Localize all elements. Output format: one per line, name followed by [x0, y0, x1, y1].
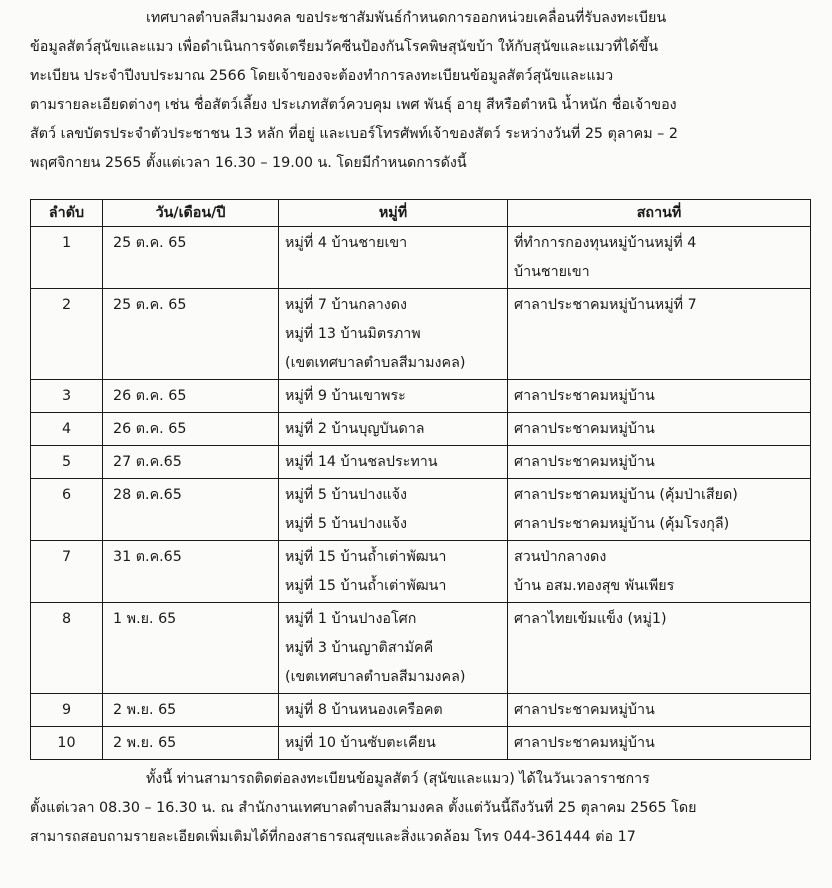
row-date-cell: 26 ต.ค. 65	[103, 413, 279, 446]
intro-line: สัตว์ เลขบัตรประจำตัวประชาชน 13 หลัก ที่อยู่ และเบอร์โทรศัพท์เจ้าของสัตว์ ระหว่างวันที่ 25 ตุลาคม – 2	[30, 126, 678, 142]
row-date-cell: 31 ต.ค.65	[103, 541, 279, 603]
row-place-cell	[508, 479, 811, 541]
place-line: ศาลาประชาคมหมู่บ้าน	[514, 735, 655, 751]
schedule-table	[30, 199, 811, 760]
place-line: ศาลาประชาคมหมู่บ้าน	[514, 388, 655, 404]
place-line: ศาลาประชาคมหมู่บ้าน (คุ้มโรงกุลี)	[514, 516, 730, 532]
row-place-cell	[508, 289, 811, 380]
row-village-cell	[279, 413, 508, 446]
table-row	[31, 603, 811, 694]
row-order-cell: 2	[31, 289, 103, 380]
row-place-cell	[508, 413, 811, 446]
table-body	[31, 227, 811, 760]
village-line: หมู่ที่ 13 บ้านมิตรภาพ	[285, 326, 421, 342]
place-line: สวนป่ากลางดง	[514, 549, 607, 565]
table-row	[31, 446, 811, 479]
place-line: ศาลาประชาคมหมู่บ้านหมู่ที่ 7	[514, 297, 697, 313]
place-line: ศาลาประชาคมหมู่บ้าน	[514, 702, 655, 718]
place-line: ศาลาไทยเข้มแข็ง (หมู่1)	[514, 611, 667, 627]
place-line: ศาลาประชาคมหมู่บ้าน	[514, 421, 655, 437]
village-line: หมู่ที่ 15 บ้านถ้ำเต่าพัฒนา	[285, 578, 447, 594]
row-date-cell: 1 พ.ย. 65	[103, 603, 279, 694]
row-order-cell: 4	[31, 413, 103, 446]
place-line: ศาลาประชาคมหมู่บ้าน	[514, 454, 655, 470]
village-line: หมู่ที่ 3 บ้านญาติสามัคคี	[285, 640, 434, 656]
row-village-cell	[279, 380, 508, 413]
row-order-cell: 3	[31, 380, 103, 413]
closing-paragraph	[30, 765, 697, 852]
village-line: หมู่ที่ 9 บ้านเขาพระ	[285, 388, 406, 404]
closing-line: ทั้งนี้ ท่านสามารถติดต่อลงทะเบียนข้อมูลสัตว์ (สุนัขและแมว) ได้ในวันเวลาราชการ	[146, 771, 650, 787]
place-line: ศาลาประชาคมหมู่บ้าน (คุ้มป่าเสียด)	[514, 487, 738, 503]
row-village-cell	[279, 541, 508, 603]
village-line: (เขตเทศบาลตำบลสีมามงคล)	[285, 669, 466, 685]
village-line: (เขตเทศบาลตำบลสีมามงคล)	[285, 355, 466, 371]
header-village: หมู่ที่	[279, 200, 508, 227]
table-row	[31, 380, 811, 413]
row-order-cell: 8	[31, 603, 103, 694]
row-order-cell: 9	[31, 694, 103, 727]
row-village-cell	[279, 227, 508, 289]
row-place-cell	[508, 694, 811, 727]
row-date-cell: 27 ต.ค.65	[103, 446, 279, 479]
intro-line: เทศบาลตำบลสีมามงคล ขอประชาสัมพันธ์กำหนดการออกหน่วยเคลื่อนที่รับลงทะเบียน	[146, 10, 667, 26]
row-date-cell: 25 ต.ค. 65	[103, 289, 279, 380]
table-row	[31, 541, 811, 603]
place-line: ที่ทำการกองทุนหมู่บ้านหมู่ที่ 4	[514, 235, 697, 251]
table-row	[31, 727, 811, 760]
village-line: หมู่ที่ 10 บ้านซับตะเคียน	[285, 735, 436, 751]
closing-line: สามารถสอบถามรายละเอียดเพิ่มเติมได้ที่กองสาธารณสุขและสิ่งแวดล้อม โทร 044-361444 ต่อ 17	[30, 829, 636, 845]
village-line: หมู่ที่ 5 บ้านปางแจ้ง	[285, 516, 407, 532]
header-place: สถานที่	[508, 200, 811, 227]
row-place-cell	[508, 446, 811, 479]
row-date-cell: 2 พ.ย. 65	[103, 727, 279, 760]
table-header-row	[31, 200, 811, 227]
table-row	[31, 413, 811, 446]
row-date-cell: 25 ต.ค. 65	[103, 227, 279, 289]
place-line: บ้านชายเขา	[514, 264, 590, 280]
row-date-cell: 26 ต.ค. 65	[103, 380, 279, 413]
row-place-cell	[508, 727, 811, 760]
village-line: หมู่ที่ 5 บ้านปางแจ้ง	[285, 487, 407, 503]
village-line: หมู่ที่ 1 บ้านปางอโศก	[285, 611, 417, 627]
closing-line: ตั้งแต่เวลา 08.30 – 16.30 น. ณ สำนักงานเทศบาลตำบลสีมามงคล ตั้งแต่วันนี้ถึงวันที่ 25 ตุลาคม 2565 โดย	[30, 800, 697, 816]
row-place-cell	[508, 603, 811, 694]
row-village-cell	[279, 479, 508, 541]
place-line: บ้าน อสม.ทองสุข พันเพียร	[514, 578, 675, 594]
row-place-cell	[508, 541, 811, 603]
intro-line: พฤศจิกายน 2565 ตั้งแต่เวลา 16.30 – 19.00 น. โดยมีกำหนดการดังนี้	[30, 155, 467, 171]
village-line: หมู่ที่ 8 บ้านหนองเครือคต	[285, 702, 443, 718]
row-order-cell: 6	[31, 479, 103, 541]
header-date: วัน/เดือน/ปี	[103, 200, 279, 227]
row-date-cell: 28 ต.ค.65	[103, 479, 279, 541]
header-order: ลำดับ	[31, 200, 103, 227]
village-line: หมู่ที่ 14 บ้านชลประทาน	[285, 454, 438, 470]
row-village-cell	[279, 694, 508, 727]
row-order-cell: 1	[31, 227, 103, 289]
village-line: หมู่ที่ 7 บ้านกลางดง	[285, 297, 408, 313]
table-row	[31, 227, 811, 289]
intro-paragraph	[30, 4, 678, 178]
village-line: หมู่ที่ 2 บ้านบุญบันดาล	[285, 421, 425, 437]
row-date-cell: 2 พ.ย. 65	[103, 694, 279, 727]
row-village-cell	[279, 446, 508, 479]
intro-line: ทะเบียน ประจำปีงบประมาณ 2566 โดยเจ้าของจะต้องทำการลงทะเบียนข้อมูลสัตว์สุนัขและแมว	[30, 68, 614, 84]
table-row	[31, 289, 811, 380]
intro-line: ข้อมูลสัตว์สุนัขและแมว เพื่อดำเนินการจัดเตรียมวัคซีนป้องกันโรคพิษสุนัขบ้า ให้กับสุนัขและแมวที่ได้ขึ้น	[30, 39, 659, 55]
row-order-cell: 5	[31, 446, 103, 479]
village-line: หมู่ที่ 4 บ้านชายเขา	[285, 235, 408, 251]
table-row	[31, 479, 811, 541]
village-line: หมู่ที่ 15 บ้านถ้ำเต่าพัฒนา	[285, 549, 447, 565]
row-place-cell	[508, 227, 811, 289]
row-order-cell: 10	[31, 727, 103, 760]
intro-line: ตามรายละเอียดต่างๆ เช่น ชื่อสัตว์เลี้ยง ประเภทสัตว์ควบคุม เพศ พันธุ์ อายุ สีหรือตำหนิ น้ำหนัก ชื่อเจ้าของ	[30, 97, 677, 113]
row-village-cell	[279, 727, 508, 760]
row-place-cell	[508, 380, 811, 413]
row-village-cell	[279, 289, 508, 380]
row-village-cell	[279, 603, 508, 694]
table-row	[31, 694, 811, 727]
row-order-cell: 7	[31, 541, 103, 603]
